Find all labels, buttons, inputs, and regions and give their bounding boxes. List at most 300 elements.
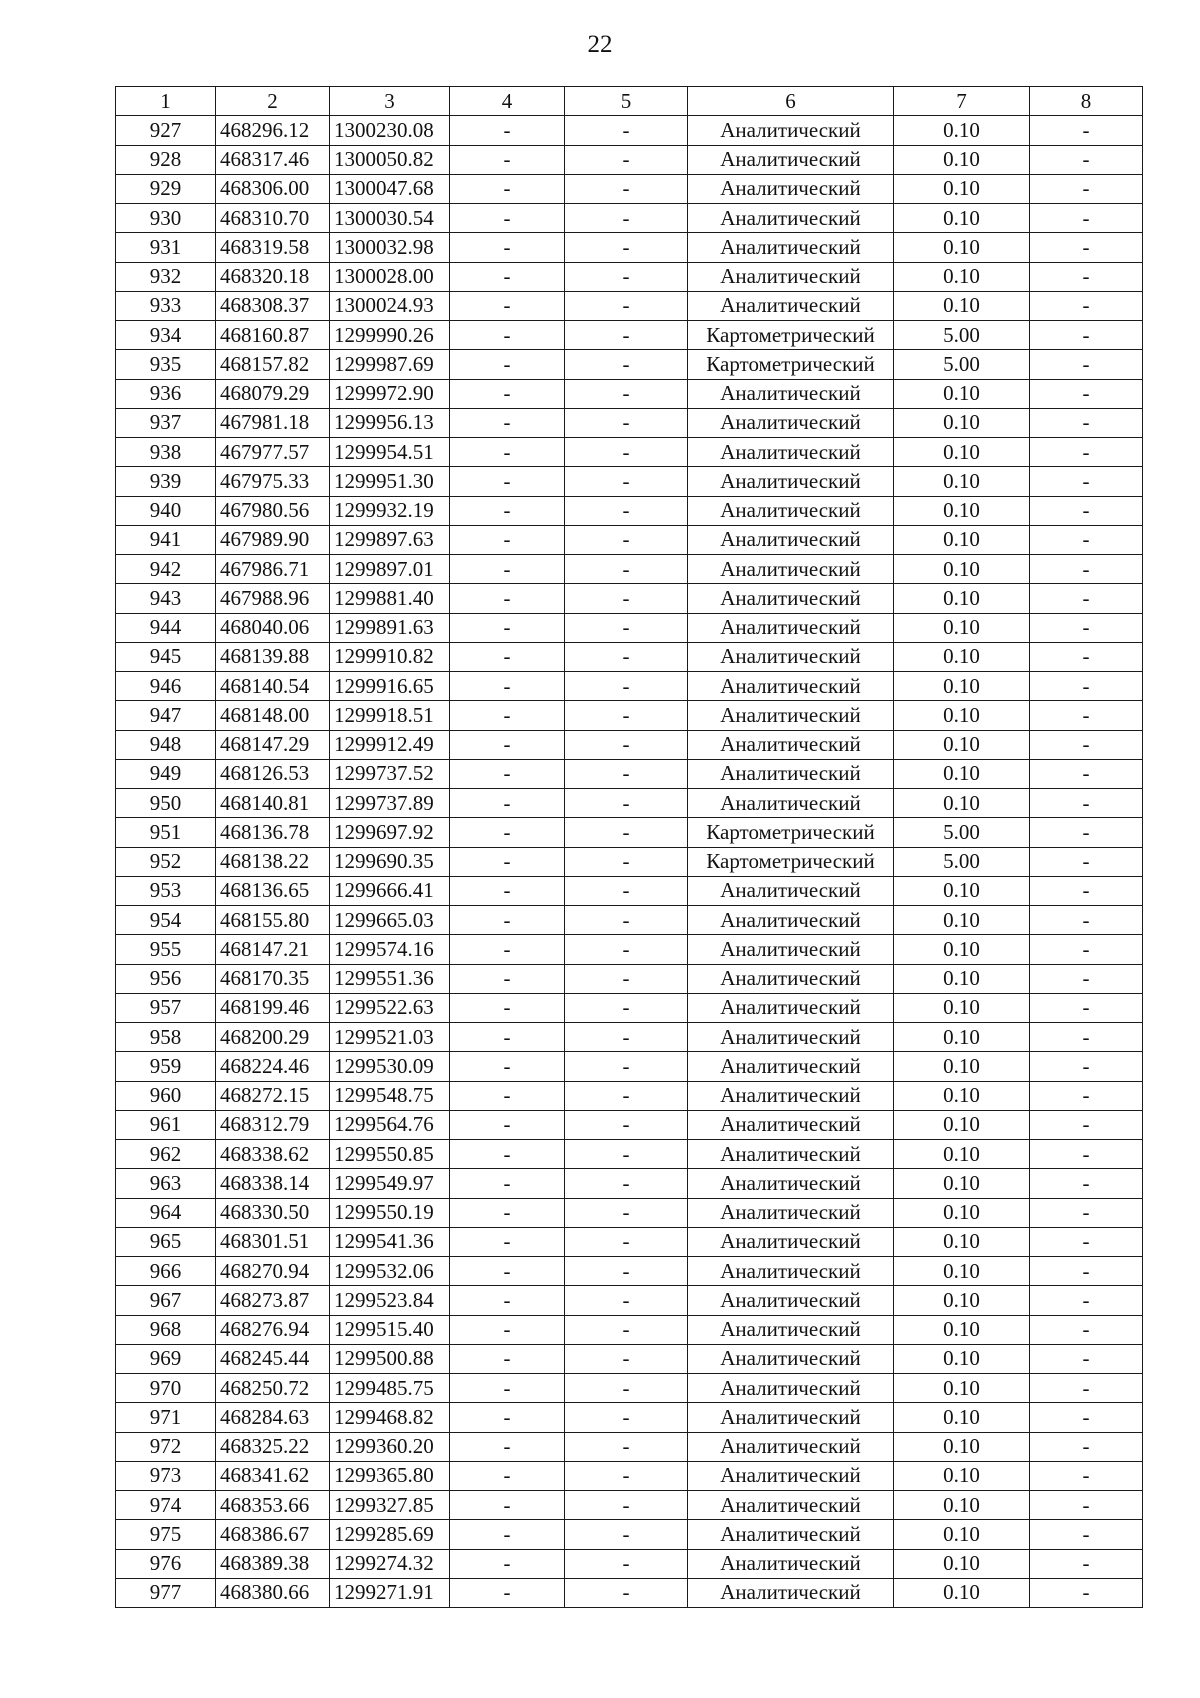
table-cell: - xyxy=(565,1520,688,1549)
table-cell: - xyxy=(565,993,688,1022)
table-row xyxy=(116,847,1143,876)
table-cell: 949 xyxy=(116,759,216,788)
table-row xyxy=(116,1110,1143,1139)
table-cell: Аналитический xyxy=(688,1432,894,1461)
table-cell: 1299912.49 xyxy=(330,730,450,759)
table-row xyxy=(116,233,1143,262)
table-cell: 468245.44 xyxy=(216,1344,330,1373)
table-cell: 0.10 xyxy=(894,1491,1030,1520)
table-row xyxy=(116,467,1143,496)
table-cell: - xyxy=(565,1227,688,1256)
table-cell: 467977.57 xyxy=(216,438,330,467)
table-row xyxy=(116,379,1143,408)
table-cell: 468306.00 xyxy=(216,174,330,203)
table-cell: - xyxy=(1030,993,1143,1022)
table-row xyxy=(116,1520,1143,1549)
table-cell: 1299666.41 xyxy=(330,876,450,905)
table-cell: 943 xyxy=(116,584,216,613)
table-cell: 962 xyxy=(116,1140,216,1169)
table-cell: 969 xyxy=(116,1344,216,1373)
table-cell: 0.10 xyxy=(894,555,1030,584)
table-cell: Аналитический xyxy=(688,1110,894,1139)
table-cell: - xyxy=(1030,1315,1143,1344)
table-cell: 1299956.13 xyxy=(330,408,450,437)
table-cell: Аналитический xyxy=(688,1227,894,1256)
table-cell: 1299485.75 xyxy=(330,1374,450,1403)
table-cell: Картометрический xyxy=(688,321,894,350)
table-cell: - xyxy=(450,1257,565,1286)
table-cell: - xyxy=(1030,438,1143,467)
table-cell: 0.10 xyxy=(894,1549,1030,1578)
table-cell: - xyxy=(1030,116,1143,145)
table-cell: - xyxy=(450,1461,565,1490)
table-cell: 468272.15 xyxy=(216,1081,330,1110)
table-cell: 0.10 xyxy=(894,1110,1030,1139)
table-cell: 467980.56 xyxy=(216,496,330,525)
table-row xyxy=(116,1023,1143,1052)
table-cell: 0.10 xyxy=(894,964,1030,993)
table-cell: - xyxy=(450,613,565,642)
table-cell: - xyxy=(450,1374,565,1403)
table-cell: Аналитический xyxy=(688,642,894,671)
table-cell: 952 xyxy=(116,847,216,876)
table-cell: 468040.06 xyxy=(216,613,330,642)
table-cell: 951 xyxy=(116,818,216,847)
table-cell: - xyxy=(450,730,565,759)
table-row xyxy=(116,1198,1143,1227)
table-cell: 1299541.36 xyxy=(330,1227,450,1256)
table-cell: 468148.00 xyxy=(216,701,330,730)
table-cell: 1299550.85 xyxy=(330,1140,450,1169)
table-cell: Аналитический xyxy=(688,1169,894,1198)
column-header: 7 xyxy=(894,87,1030,116)
table-cell: 1299515.40 xyxy=(330,1315,450,1344)
table-cell: 0.10 xyxy=(894,1315,1030,1344)
column-header: 5 xyxy=(565,87,688,116)
table-cell: 1299665.03 xyxy=(330,906,450,935)
table-row xyxy=(116,1052,1143,1081)
table-cell: 956 xyxy=(116,964,216,993)
table-cell: Аналитический xyxy=(688,1315,894,1344)
table-cell: 1299271.91 xyxy=(330,1578,450,1607)
table-cell: 0.10 xyxy=(894,730,1030,759)
table-cell: 468270.94 xyxy=(216,1257,330,1286)
table-cell: - xyxy=(450,818,565,847)
table-cell: 0.10 xyxy=(894,496,1030,525)
table-cell: - xyxy=(565,1578,688,1607)
table-row xyxy=(116,1461,1143,1490)
column-header: 8 xyxy=(1030,87,1143,116)
table-cell: 1299737.89 xyxy=(330,789,450,818)
table-cell: - xyxy=(1030,1344,1143,1373)
table-cell: 468140.54 xyxy=(216,672,330,701)
table-cell: 0.10 xyxy=(894,759,1030,788)
table-cell: - xyxy=(1030,789,1143,818)
table-cell: - xyxy=(450,145,565,174)
table-cell: 1299564.76 xyxy=(330,1110,450,1139)
table-cell: - xyxy=(450,1227,565,1256)
table-cell: - xyxy=(450,1520,565,1549)
table-cell: 965 xyxy=(116,1227,216,1256)
table-cell: 0.10 xyxy=(894,1520,1030,1549)
table-cell: 468147.29 xyxy=(216,730,330,759)
table-cell: - xyxy=(1030,1491,1143,1520)
table-row xyxy=(116,818,1143,847)
table-cell: Аналитический xyxy=(688,1549,894,1578)
table-cell: - xyxy=(1030,408,1143,437)
table-cell: - xyxy=(450,1549,565,1578)
table-cell: - xyxy=(450,993,565,1022)
table-cell: - xyxy=(1030,964,1143,993)
table-cell: Аналитический xyxy=(688,730,894,759)
table-cell: 1299550.19 xyxy=(330,1198,450,1227)
table-cell: 0.10 xyxy=(894,1257,1030,1286)
table-row xyxy=(116,350,1143,379)
table-cell: Аналитический xyxy=(688,438,894,467)
table-cell: 0.10 xyxy=(894,642,1030,671)
table-cell: 1299500.88 xyxy=(330,1344,450,1373)
table-cell: - xyxy=(565,818,688,847)
table-cell: Аналитический xyxy=(688,672,894,701)
table-cell: 972 xyxy=(116,1432,216,1461)
table-cell: 1299987.69 xyxy=(330,350,450,379)
table-cell: 468147.21 xyxy=(216,935,330,964)
table-cell: 468079.29 xyxy=(216,379,330,408)
table-cell: 468140.81 xyxy=(216,789,330,818)
table-cell: 927 xyxy=(116,116,216,145)
table-cell: 1299549.97 xyxy=(330,1169,450,1198)
table-cell: - xyxy=(565,1110,688,1139)
table-cell: - xyxy=(450,847,565,876)
table-cell: 0.10 xyxy=(894,1344,1030,1373)
table-cell: - xyxy=(1030,1403,1143,1432)
table-cell: 5.00 xyxy=(894,350,1030,379)
table-cell: 0.10 xyxy=(894,993,1030,1022)
table-cell: - xyxy=(450,496,565,525)
table-cell: 468200.29 xyxy=(216,1023,330,1052)
table-cell: - xyxy=(565,321,688,350)
table-cell: - xyxy=(565,408,688,437)
table-cell: - xyxy=(1030,613,1143,642)
table-cell: 1299918.51 xyxy=(330,701,450,730)
table-cell: - xyxy=(1030,174,1143,203)
table-cell: 0.10 xyxy=(894,1052,1030,1081)
table-cell: - xyxy=(450,174,565,203)
table-cell: 1300028.00 xyxy=(330,262,450,291)
table-row xyxy=(116,1169,1143,1198)
table-cell: 964 xyxy=(116,1198,216,1227)
table-row xyxy=(116,204,1143,233)
table-cell: 940 xyxy=(116,496,216,525)
table-row xyxy=(116,1403,1143,1432)
table-cell: Аналитический xyxy=(688,379,894,408)
table-cell: - xyxy=(1030,1169,1143,1198)
table-cell: 1299697.92 xyxy=(330,818,450,847)
table-cell: - xyxy=(565,1344,688,1373)
table-cell: 1299532.06 xyxy=(330,1257,450,1286)
table-cell: - xyxy=(565,613,688,642)
table-cell: 468338.14 xyxy=(216,1169,330,1198)
table-cell: 0.10 xyxy=(894,467,1030,496)
table-cell: - xyxy=(450,321,565,350)
table-cell: - xyxy=(1030,818,1143,847)
table-cell: - xyxy=(1030,350,1143,379)
table-cell: - xyxy=(1030,730,1143,759)
table-cell: - xyxy=(450,467,565,496)
table-cell: - xyxy=(1030,379,1143,408)
table-row xyxy=(116,438,1143,467)
table-cell: 468136.65 xyxy=(216,876,330,905)
table-cell: 468136.78 xyxy=(216,818,330,847)
table-cell: - xyxy=(1030,291,1143,320)
table-cell: - xyxy=(450,1344,565,1373)
table-cell: - xyxy=(565,1403,688,1432)
table-cell: - xyxy=(1030,642,1143,671)
table-row xyxy=(116,525,1143,554)
table-cell: - xyxy=(565,1315,688,1344)
table-cell: 0.10 xyxy=(894,204,1030,233)
table-cell: - xyxy=(450,525,565,554)
table-cell: Аналитический xyxy=(688,759,894,788)
table-cell: Аналитический xyxy=(688,145,894,174)
table-cell: - xyxy=(1030,204,1143,233)
table-cell: 0.10 xyxy=(894,672,1030,701)
table-cell: 1299551.36 xyxy=(330,964,450,993)
table-cell: - xyxy=(450,1110,565,1139)
table-cell: 1299274.32 xyxy=(330,1549,450,1578)
table-cell: - xyxy=(450,1403,565,1432)
table-cell: - xyxy=(565,555,688,584)
table-cell: - xyxy=(1030,1052,1143,1081)
table-cell: - xyxy=(1030,1520,1143,1549)
table-cell: - xyxy=(565,1549,688,1578)
table-row xyxy=(116,935,1143,964)
table-cell: 0.10 xyxy=(894,379,1030,408)
table-cell: Аналитический xyxy=(688,408,894,437)
table-cell: 467986.71 xyxy=(216,555,330,584)
table-cell: 0.10 xyxy=(894,935,1030,964)
table-cell: 468250.72 xyxy=(216,1374,330,1403)
table-cell: 468341.62 xyxy=(216,1461,330,1490)
table-cell: 1299365.80 xyxy=(330,1461,450,1490)
table-cell: 938 xyxy=(116,438,216,467)
table-cell: - xyxy=(450,555,565,584)
table-cell: 468155.80 xyxy=(216,906,330,935)
table-cell: Аналитический xyxy=(688,789,894,818)
table-cell: Аналитический xyxy=(688,876,894,905)
table-row xyxy=(116,145,1143,174)
table-cell: 974 xyxy=(116,1491,216,1520)
table-row xyxy=(116,1374,1143,1403)
table-cell: - xyxy=(450,935,565,964)
table-row xyxy=(116,876,1143,905)
table-cell: 961 xyxy=(116,1110,216,1139)
table-cell: - xyxy=(1030,321,1143,350)
table-cell: 468380.66 xyxy=(216,1578,330,1607)
table-cell: 936 xyxy=(116,379,216,408)
header-row xyxy=(116,87,1143,116)
table-cell: 467981.18 xyxy=(216,408,330,437)
table-cell: Аналитический xyxy=(688,584,894,613)
table-cell: 1300024.93 xyxy=(330,291,450,320)
column-header: 4 xyxy=(450,87,565,116)
table-row xyxy=(116,555,1143,584)
table-cell: Аналитический xyxy=(688,613,894,642)
table-cell: - xyxy=(565,1198,688,1227)
table-cell: 968 xyxy=(116,1315,216,1344)
table-cell: 468386.67 xyxy=(216,1520,330,1549)
table-cell: 0.10 xyxy=(894,1023,1030,1052)
table-cell: Аналитический xyxy=(688,1520,894,1549)
table-cell: - xyxy=(1030,1286,1143,1315)
table-cell: - xyxy=(1030,1257,1143,1286)
table-cell: 0.10 xyxy=(894,116,1030,145)
table-row xyxy=(116,730,1143,759)
table-cell: 1299360.20 xyxy=(330,1432,450,1461)
table-cell: - xyxy=(1030,935,1143,964)
table-cell: 1299521.03 xyxy=(330,1023,450,1052)
table-cell: 1299522.63 xyxy=(330,993,450,1022)
table-cell: 1300030.54 xyxy=(330,204,450,233)
table-cell: 1300032.98 xyxy=(330,233,450,262)
table-cell: - xyxy=(565,262,688,291)
table-cell: 467975.33 xyxy=(216,467,330,496)
table-cell: 5.00 xyxy=(894,818,1030,847)
table-cell: - xyxy=(565,935,688,964)
table-cell: - xyxy=(1030,1227,1143,1256)
table-cell: 468160.87 xyxy=(216,321,330,350)
table-cell: 468157.82 xyxy=(216,350,330,379)
table-cell: 0.10 xyxy=(894,1169,1030,1198)
table-cell: 0.10 xyxy=(894,1198,1030,1227)
table-cell: 468126.53 xyxy=(216,759,330,788)
table-cell: Аналитический xyxy=(688,525,894,554)
table-row xyxy=(116,1549,1143,1578)
table-cell: 1299897.01 xyxy=(330,555,450,584)
table-cell: - xyxy=(565,730,688,759)
table-row xyxy=(116,964,1143,993)
table-cell: 0.10 xyxy=(894,1140,1030,1169)
table-cell: 929 xyxy=(116,174,216,203)
table-cell: - xyxy=(450,876,565,905)
table-cell: 1299897.63 xyxy=(330,525,450,554)
table-row xyxy=(116,993,1143,1022)
table-cell: - xyxy=(1030,555,1143,584)
table-cell: 468224.46 xyxy=(216,1052,330,1081)
table-cell: Аналитический xyxy=(688,1403,894,1432)
table-cell: - xyxy=(565,584,688,613)
table-cell: 468170.35 xyxy=(216,964,330,993)
table-cell: - xyxy=(450,1315,565,1344)
table-cell: - xyxy=(450,1432,565,1461)
table-cell: 976 xyxy=(116,1549,216,1578)
table-cell: 945 xyxy=(116,642,216,671)
table-cell: - xyxy=(565,1257,688,1286)
table-cell: 953 xyxy=(116,876,216,905)
table-cell: 5.00 xyxy=(894,321,1030,350)
table-cell: Аналитический xyxy=(688,1023,894,1052)
table-cell: 1299285.69 xyxy=(330,1520,450,1549)
table-cell: - xyxy=(450,584,565,613)
table-cell: 1299548.75 xyxy=(330,1081,450,1110)
table-cell: 932 xyxy=(116,262,216,291)
table-cell: - xyxy=(450,1198,565,1227)
table-cell: - xyxy=(450,350,565,379)
table-row xyxy=(116,1257,1143,1286)
table-cell: 1300047.68 xyxy=(330,174,450,203)
table-cell: - xyxy=(450,906,565,935)
table-cell: Аналитический xyxy=(688,1374,894,1403)
table-cell: - xyxy=(450,379,565,408)
table-cell: Аналитический xyxy=(688,204,894,233)
table-cell: 5.00 xyxy=(894,847,1030,876)
table-row xyxy=(116,584,1143,613)
table-cell: 0.10 xyxy=(894,145,1030,174)
table-cell: 973 xyxy=(116,1461,216,1490)
table-cell: 0.10 xyxy=(894,1374,1030,1403)
table-cell: - xyxy=(450,116,565,145)
table-cell: - xyxy=(450,1081,565,1110)
table-cell: - xyxy=(1030,467,1143,496)
table-cell: - xyxy=(565,379,688,408)
table-row xyxy=(116,1227,1143,1256)
table-cell: - xyxy=(1030,847,1143,876)
table-cell: - xyxy=(1030,1432,1143,1461)
table-cell: 1299523.84 xyxy=(330,1286,450,1315)
table-cell: Аналитический xyxy=(688,1257,894,1286)
table-cell: Аналитический xyxy=(688,701,894,730)
table-cell: - xyxy=(565,1169,688,1198)
table-cell: 0.10 xyxy=(894,1461,1030,1490)
table-cell: - xyxy=(565,1081,688,1110)
table-cell: 0.10 xyxy=(894,438,1030,467)
table-body xyxy=(116,116,1143,1608)
table-cell: 954 xyxy=(116,906,216,935)
table-cell: - xyxy=(565,1286,688,1315)
table-cell: Аналитический xyxy=(688,1286,894,1315)
table-cell: - xyxy=(565,759,688,788)
table-row xyxy=(116,262,1143,291)
table-cell: - xyxy=(450,233,565,262)
table-cell: Аналитический xyxy=(688,1140,894,1169)
table-cell: - xyxy=(565,789,688,818)
table-cell: 1300230.08 xyxy=(330,116,450,145)
table-cell: 468312.79 xyxy=(216,1110,330,1139)
table-cell: 468273.87 xyxy=(216,1286,330,1315)
table-cell: - xyxy=(450,1286,565,1315)
table-cell: - xyxy=(1030,1023,1143,1052)
table-cell: - xyxy=(565,906,688,935)
table-cell: 1299910.82 xyxy=(330,642,450,671)
column-header: 2 xyxy=(216,87,330,116)
table-cell: 0.10 xyxy=(894,262,1030,291)
table-cell: 0.10 xyxy=(894,613,1030,642)
table-cell: 0.10 xyxy=(894,1227,1030,1256)
table-cell: 467988.96 xyxy=(216,584,330,613)
table-cell: - xyxy=(1030,906,1143,935)
table-cell: - xyxy=(1030,262,1143,291)
table-cell: - xyxy=(565,350,688,379)
table-row xyxy=(116,906,1143,935)
table-cell: Аналитический xyxy=(688,1198,894,1227)
table-cell: - xyxy=(1030,496,1143,525)
table-cell: 0.10 xyxy=(894,906,1030,935)
table-cell: 975 xyxy=(116,1520,216,1549)
table-row xyxy=(116,701,1143,730)
table-cell: 468301.51 xyxy=(216,1227,330,1256)
table-row xyxy=(116,1578,1143,1607)
coordinates-table xyxy=(115,86,1143,1608)
